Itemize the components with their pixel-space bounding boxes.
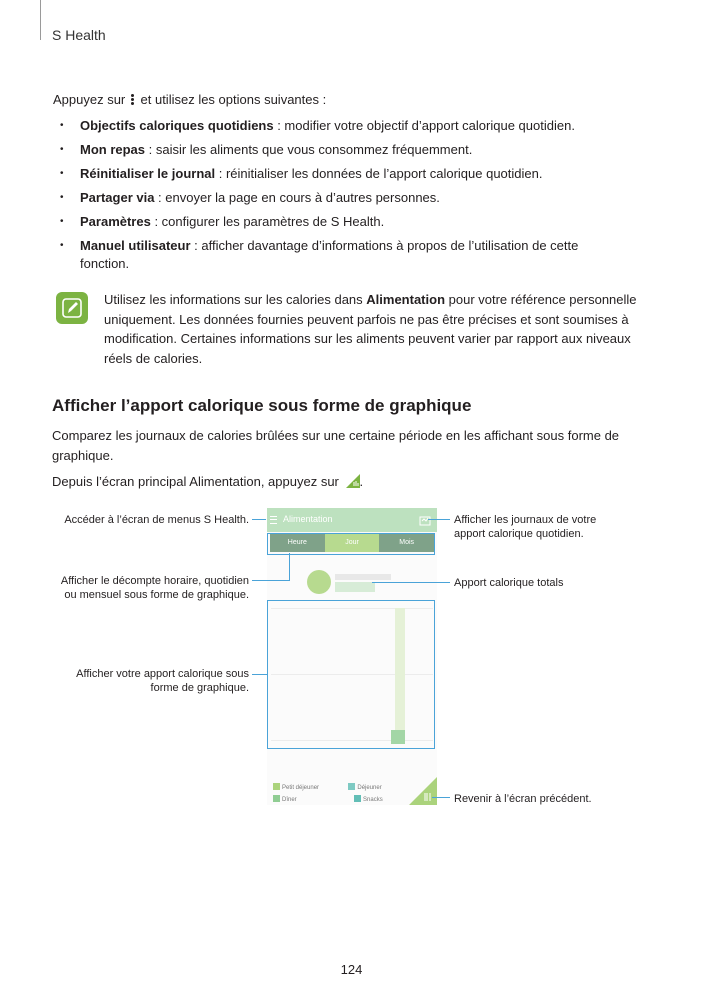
instruction-text: Depuis l’écran principal Alimentation, appuyez sur bbox=[52, 474, 339, 489]
callout-menu: Accéder à l’écran de menus S Health. bbox=[64, 514, 249, 526]
option-desc: : configurer les paramètres de S Health. bbox=[150, 214, 385, 229]
note-pencil-icon bbox=[56, 292, 88, 324]
section-heading: Afficher l’apport calorique sous forme de graphique bbox=[52, 396, 472, 415]
food-graph-icon bbox=[346, 474, 360, 488]
note-bold: Alimentation bbox=[366, 292, 446, 307]
page-number: 124 bbox=[340, 962, 363, 977]
callout-line bbox=[252, 580, 289, 581]
callout-line bbox=[252, 519, 266, 520]
graph-legend bbox=[273, 782, 383, 805]
list-item bbox=[58, 165, 618, 183]
options-list bbox=[58, 117, 618, 279]
legend-label: Petit déjeuner bbox=[282, 785, 320, 791]
section-paragraph: Comparez les journaux de calories brûlées sur une certaine période en les affichant sous forme de graphique. bbox=[52, 428, 620, 463]
option-term: Objectifs caloriques quotidiens bbox=[80, 118, 274, 133]
legend-swatch bbox=[348, 783, 355, 790]
callout-period: Afficher le décompte horaire, quotidien ou mensuel sous forme de graphique. bbox=[60, 575, 249, 601]
option-term: Partager via bbox=[80, 190, 155, 205]
option-desc: : réinitialiser les données de l’apport calorique quotidien. bbox=[215, 166, 543, 181]
instruction-end: . bbox=[359, 474, 364, 489]
option-desc: : afficher davantage d’informations à propos de l’utilisation de cette fonction. bbox=[80, 238, 579, 271]
intro-line bbox=[53, 92, 326, 107]
option-term: Manuel utilisateur bbox=[80, 238, 191, 253]
legend-row bbox=[273, 794, 383, 805]
list-item bbox=[58, 237, 618, 273]
option-desc: : envoyer la page en cours à d’autres personnes. bbox=[154, 190, 440, 205]
header-rule bbox=[40, 0, 41, 40]
legend-swatch bbox=[273, 783, 280, 790]
tab-month[interactable]: Mois bbox=[379, 534, 434, 552]
legend-swatch bbox=[354, 795, 361, 802]
more-options-icon bbox=[131, 93, 135, 106]
intro-text-before: Appuyez sur bbox=[53, 92, 126, 107]
callout-back: Revenir à l’écran précédent. bbox=[454, 793, 592, 805]
tab-hour[interactable]: Heure bbox=[270, 534, 325, 552]
callout-line bbox=[432, 797, 450, 798]
daily-log-icon[interactable] bbox=[419, 514, 431, 526]
tabs-highlight-frame bbox=[267, 533, 435, 555]
list-item bbox=[58, 213, 618, 231]
note-text bbox=[104, 290, 652, 368]
tab-day[interactable]: Jour bbox=[325, 534, 380, 552]
intro-text-after: et utilisez les options suivantes : bbox=[140, 92, 327, 107]
calorie-circle bbox=[307, 570, 331, 594]
option-desc: : modifier votre objectif d’apport calorique quotidien. bbox=[273, 118, 575, 133]
option-term: Réinitialiser le journal bbox=[80, 166, 216, 181]
section-instruction bbox=[52, 474, 363, 489]
note-before: Utilisez les informations sur les calories dans bbox=[104, 292, 367, 307]
app-title: Alimentation bbox=[283, 514, 333, 524]
total-label-placeholder bbox=[335, 574, 391, 580]
menu-icon[interactable] bbox=[270, 516, 277, 524]
callout-logs: Afficher les journaux de votre apport calorique quotidien. bbox=[454, 514, 597, 540]
callout-line bbox=[289, 553, 290, 581]
graph-highlight-frame bbox=[267, 600, 435, 749]
option-term: Mon repas bbox=[80, 142, 146, 157]
option-desc: : saisir les aliments que vous consommez fréquemment. bbox=[145, 142, 473, 157]
callout-line bbox=[252, 674, 267, 675]
app-bar bbox=[267, 508, 437, 532]
total-value-placeholder bbox=[335, 582, 375, 592]
list-item bbox=[58, 189, 618, 207]
legend-swatch bbox=[273, 795, 280, 802]
callout-graph: Afficher votre apport calorique sous forme de graphique. bbox=[76, 668, 249, 694]
list-item bbox=[58, 117, 618, 135]
option-term: Paramètres bbox=[80, 214, 151, 229]
callout-line bbox=[428, 519, 450, 520]
legend-label: Dîner bbox=[282, 797, 297, 803]
note-after: pour votre référence personnelle uniquement. Les données fournies peuvent parfois ne pas être précises et sont soumises à modification. Certaines informations sur les aliments peuvent varier par rapport aux niveaux réels de calories. bbox=[104, 292, 637, 366]
legend-label: Snacks bbox=[363, 797, 383, 803]
page-header-title: S Health bbox=[52, 27, 106, 43]
list-item bbox=[58, 141, 618, 159]
callout-line bbox=[372, 582, 450, 583]
legend-label: Déjeuner bbox=[357, 785, 382, 791]
legend-row bbox=[273, 782, 383, 794]
callout-total: Apport calorique totals bbox=[454, 577, 564, 589]
